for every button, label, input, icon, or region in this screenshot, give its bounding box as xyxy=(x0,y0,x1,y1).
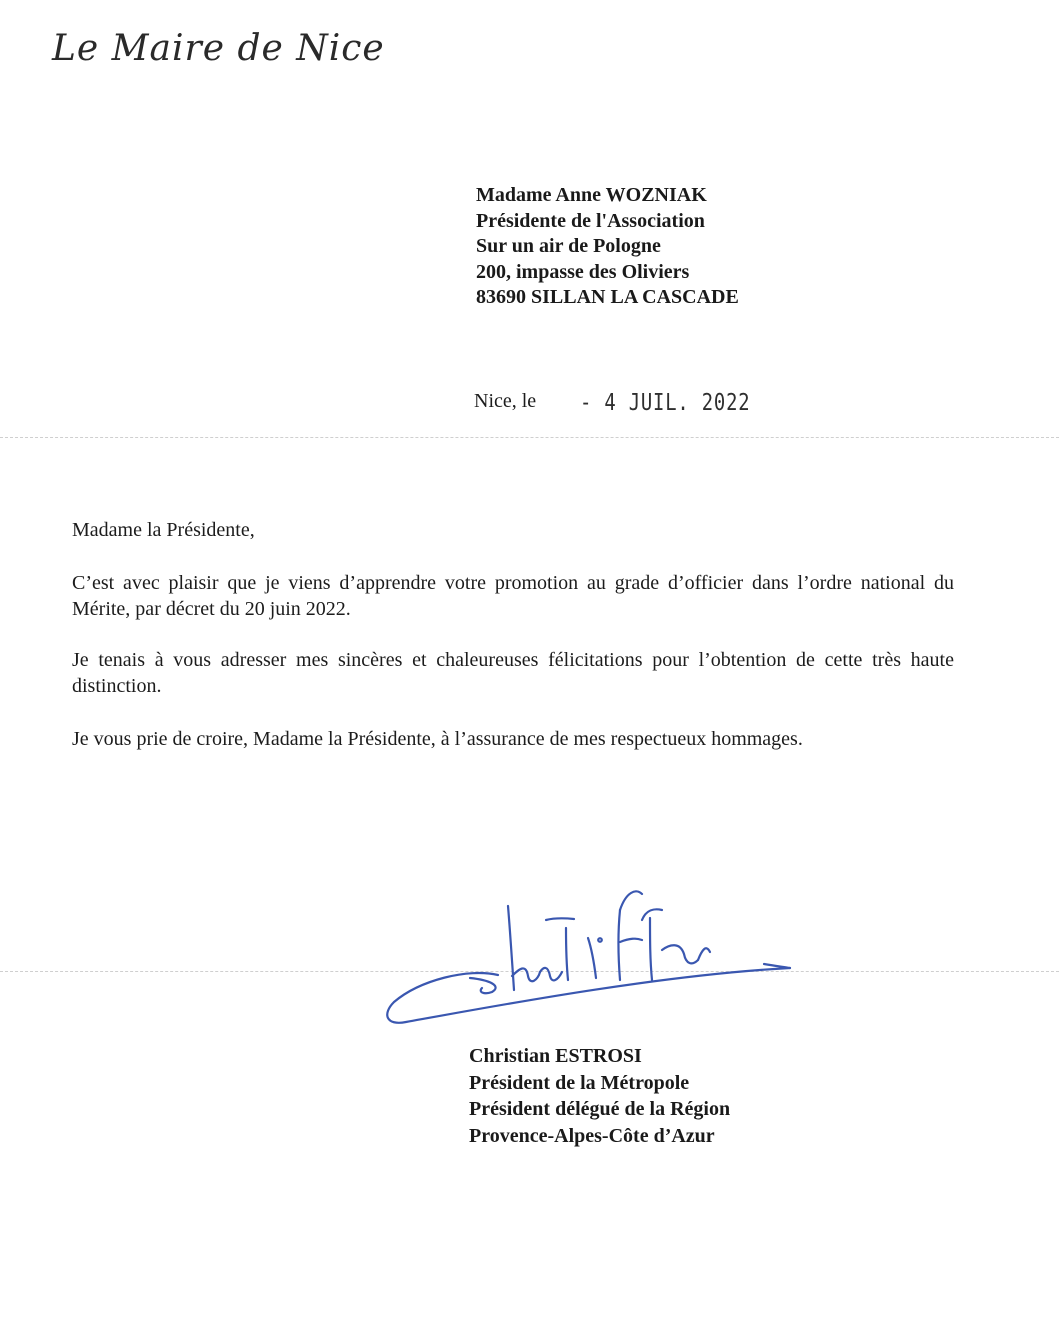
recipient-name: Madame Anne WOZNIAK xyxy=(476,184,707,206)
recipient-title: Présidente de l'Association xyxy=(476,209,705,232)
salutation: Madame la Présidente, xyxy=(72,519,255,541)
body-paragraph: C’est avec plaisir que je viens d’apprendre votre promotion au grade d’officier dans l’ordre national du Mérite, par décret du 20 juin 2022. xyxy=(72,572,954,620)
recipient-street: 200, impasse des Oliviers xyxy=(476,260,690,283)
body-paragraph: Je tenais à vous adresser mes sincères et chaleureuses félicitations pour l’obtention de cette très haute distinction. xyxy=(72,649,954,697)
letterhead-title: Le Maire de Nice xyxy=(52,28,385,69)
fold-line xyxy=(0,437,1059,438)
closing-paragraph: Je vous prie de croire, Madame la Présidente, à l’assurance de mes respectueux hommages. xyxy=(72,728,803,750)
signatory-region: Provence-Alpes-Côte d’Azur xyxy=(469,1124,715,1147)
signatory-title: Président de la Métropole xyxy=(469,1071,690,1094)
signatory-block xyxy=(469,1043,730,1149)
signatory-name: Christian ESTROSI xyxy=(469,1045,642,1067)
date-stamp: - 4 JUIL. 2022 xyxy=(580,390,751,416)
recipient-address-block xyxy=(476,183,739,311)
signatory-title: Président délégué de la Région xyxy=(469,1098,731,1120)
date-prefix: Nice, le xyxy=(474,390,537,412)
recipient-association: Sur un air de Pologne xyxy=(476,235,661,257)
handwritten-signature xyxy=(380,880,800,1030)
recipient-city: 83690 SILLAN LA CASCADE xyxy=(476,286,739,308)
